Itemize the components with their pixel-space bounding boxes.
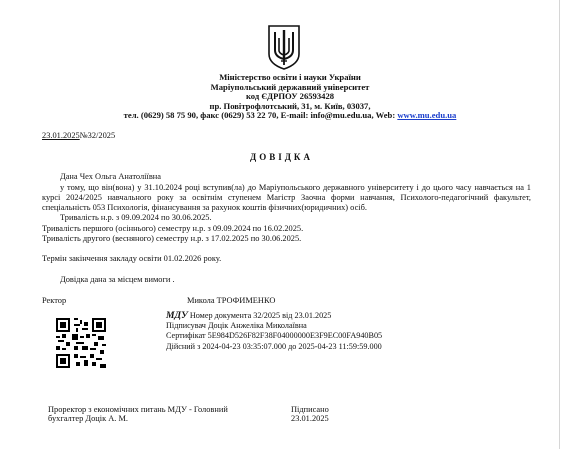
edrpou-code: код ЄДРПОУ 26593428 (245, 91, 335, 102)
digital-signature-block (166, 311, 382, 352)
ministry-line: Міністерство освіти і науки України (219, 72, 361, 82)
trident-coat-of-arms-icon (267, 24, 301, 70)
doc-title: ДОВІДКА (250, 152, 313, 162)
signature-signer: Підписувач Доцік Анжеліка Миколаївна (166, 321, 307, 331)
signature-cert: Сертифікат 5E984D526F82F38F04000000E3F9EC00FA940B05 (166, 331, 383, 341)
issued-line: Довідка дана за місцем вимоги . (60, 275, 175, 284)
university-line: Маріупольський державний університет (210, 81, 370, 92)
signature-docline (166, 311, 382, 321)
contacts-text: тел. (0629) 58 75 90, факс (0629) 53 22 70, E-mail: info@mu.edu.ua, Web: (123, 110, 398, 121)
doc-date: 23.01.2025 (42, 131, 80, 140)
duration-line: Тривалість н.р. з 09.09.2024 по 30.06.2025. (60, 213, 212, 222)
website-link[interactable]: www.mu.edu.ua (397, 110, 457, 121)
contacts-line (40, 111, 540, 121)
page-edge-line (559, 0, 560, 449)
prorector-line1: Проректор з економічних питань МДУ - Головний (48, 405, 228, 414)
letterhead (40, 73, 540, 121)
person-line: Дана Чех Ольга Анатоліївна (60, 172, 161, 181)
rector-label: Ректор (42, 296, 67, 305)
prorector-line2: бухгалтер Доцік А. М. (48, 414, 129, 423)
body-paragraph: у тому, що він(вона) у 31.10.2024 році вступив(ла) до Маріупольського державного університету і до цього часу навчається на 1 курсі 2024/2025 навчального року за освітнім ступенем Магістр Заочна форми навчання, Психолого-педагогічний факультет, спеціальність 053 Психологія, фінансування за рахунок коштів фізичних(юридичних) осіб. (42, 183, 531, 212)
signature-validity: Дійсний з 2024-04-23 03:35:07.000 до 2025-04-23 11:59:59.000 (166, 341, 382, 351)
rector-name: Микола ТРОФИМЕНКО (187, 296, 276, 305)
signature-docnumber: Номер документа 32/2025 від 23.01.2025 (189, 311, 332, 320)
signed-date: 23.01.2025 (291, 414, 329, 423)
semester1-line: Тривалість першого (осіннього) семестру н.р. з 09.09.2024 по 16.02.2025. (42, 224, 304, 233)
doc-number: №32/2025 (79, 131, 116, 140)
semester2-line: Тривалість другого (весняного) семестру н.р. з 17.02.2025 по 30.06.2025. (42, 234, 302, 243)
address-line: пр. Повітрофлотський, 31, м. Київ, 03037, (209, 100, 371, 111)
end-term-line: Термін закінчення закладу освіти 01.02.2026 року. (42, 254, 222, 263)
doc-date-number (42, 131, 115, 141)
signed-label: Підписано (291, 405, 329, 414)
qr-code-icon (56, 318, 106, 368)
mdu-logo-text: МДУ (166, 310, 188, 321)
